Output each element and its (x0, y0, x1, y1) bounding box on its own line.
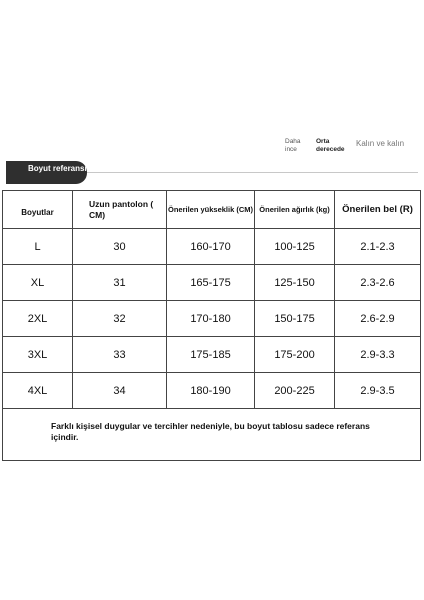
cell-length: 31 (73, 265, 167, 301)
cell-waist: 2.9-3.5 (335, 373, 421, 409)
cell-length: 30 (73, 229, 167, 265)
cell-size: 4XL (3, 373, 73, 409)
header-size: Boyutlar (3, 191, 73, 229)
cell-waist: 2.9-3.3 (335, 337, 421, 373)
disclaimer-note: Farklı kişisel duygular ve tercihler nedeniyle, bu boyut tablosu sadece referans içindir. (3, 409, 421, 461)
thickness-legend (0, 138, 424, 158)
table-row (3, 301, 421, 337)
cell-waist: 2.3-2.6 (335, 265, 421, 301)
size-chart-table (2, 190, 421, 461)
cell-waist: 2.6-2.9 (335, 301, 421, 337)
size-reference-badge: Boyut referansı (6, 161, 87, 184)
cell-waist: 2.1-2.3 (335, 229, 421, 265)
table-row (3, 229, 421, 265)
table-row (3, 373, 421, 409)
cell-size: XL (3, 265, 73, 301)
cell-length: 34 (73, 373, 167, 409)
table-row (3, 337, 421, 373)
cell-height: 170-180 (167, 301, 255, 337)
cell-size: L (3, 229, 73, 265)
table-row (3, 265, 421, 301)
legend-thick-label: Kalın ve kalın (356, 139, 405, 148)
table-header-row (3, 191, 421, 229)
cell-weight: 175-200 (255, 337, 335, 373)
header-height: Önerilen yükseklik (CM) (167, 191, 255, 229)
cell-weight: 100-125 (255, 229, 335, 265)
cell-length: 33 (73, 337, 167, 373)
table-note-row (3, 409, 421, 461)
cell-weight: 200-225 (255, 373, 335, 409)
cell-weight: 150-175 (255, 301, 335, 337)
header-length: Uzun pantolon ( CM) (73, 191, 167, 229)
legend-thin-label: Daha ince (285, 138, 301, 153)
cell-size: 2XL (3, 301, 73, 337)
cell-length: 32 (73, 301, 167, 337)
cell-height: 160-170 (167, 229, 255, 265)
cell-height: 180-190 (167, 373, 255, 409)
header-weight: Önerilen ağırlık (kg) (255, 191, 335, 229)
cell-size: 3XL (3, 337, 73, 373)
legend-medium-label: Orta derecede (316, 138, 345, 153)
cell-height: 165-175 (167, 265, 255, 301)
cell-weight: 125-150 (255, 265, 335, 301)
cell-height: 175-185 (167, 337, 255, 373)
header-waist: Önerilen bel (R) (335, 191, 421, 229)
